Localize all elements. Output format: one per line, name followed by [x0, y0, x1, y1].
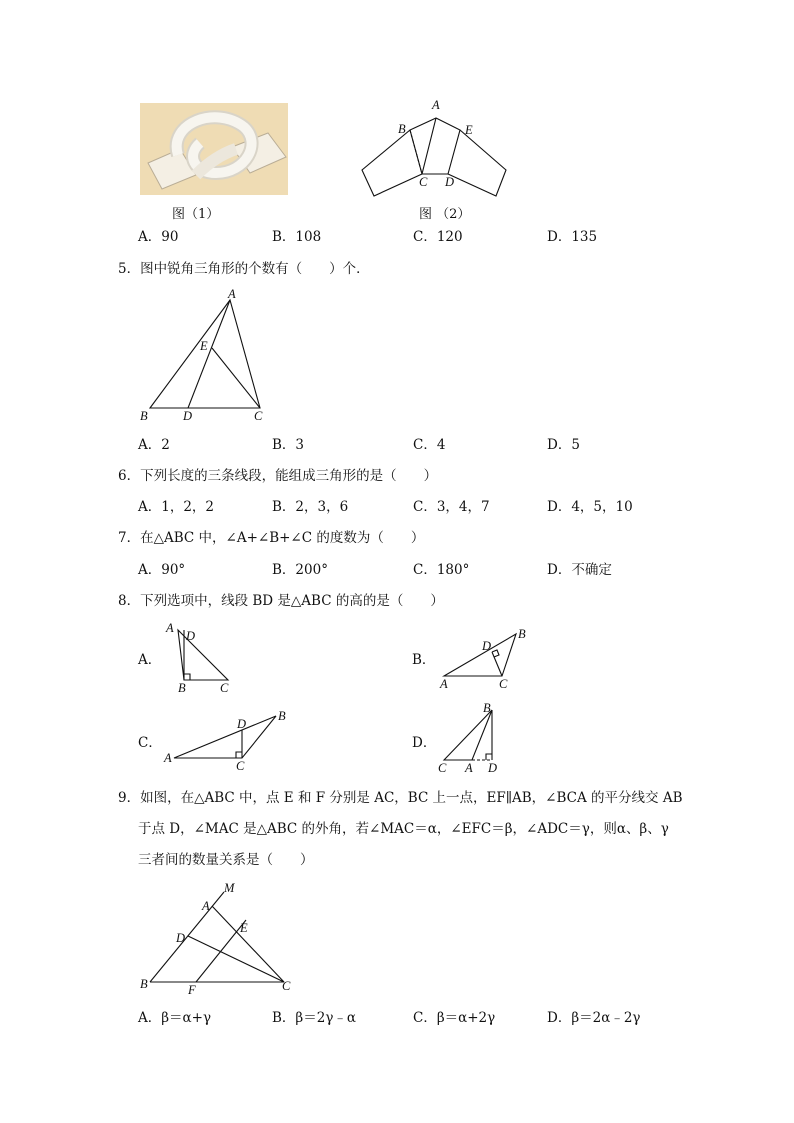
svg-text:A: A [465, 761, 473, 775]
svg-text:D: D [445, 175, 455, 189]
svg-text:C: C [254, 409, 263, 423]
q8-option-a[interactable]: A． [138, 652, 162, 668]
q9-stem-line-1: 9．如图，在△ABC 中，点 E 和 F 分别是 AC，BC 上一点，EF∥AB，∠BCA 的平分线交 AB [118, 790, 683, 806]
svg-text:A: A [228, 287, 236, 301]
svg-text:B: B [140, 409, 148, 423]
svg-text:C: C [419, 175, 428, 189]
svg-text:C: C [438, 761, 447, 775]
q6-option-b[interactable]: B．2，3，6 [272, 499, 349, 515]
svg-text:A: A [432, 98, 440, 112]
q4-option-a[interactable]: A．90 [138, 229, 179, 245]
svg-text:M: M [224, 881, 235, 895]
svg-text:D: D [183, 409, 193, 423]
fig2-caption: 图 （2） [419, 207, 471, 222]
q9-stem-line-2: 于点 D，∠MAC 是△ABC 的外角，若∠MAC＝α，∠EFC＝β，∠ADC＝γ，则α、β、γ [138, 821, 669, 837]
q4-option-d[interactable]: D．135 [547, 229, 598, 245]
fig1-caption: 图（1） [172, 207, 220, 222]
svg-text:D: D [176, 931, 186, 945]
q5-figure [136, 286, 270, 426]
q8-stem: 8．下列选项中，线段 BD 是△ABC 的高的是（ ） [118, 593, 444, 609]
svg-text:D: D [186, 629, 196, 643]
q4-option-c[interactable]: C．120 [413, 229, 463, 245]
q8-option-c[interactable]: C． [138, 735, 162, 751]
q8-option-d[interactable]: D． [412, 735, 437, 751]
q9-option-d[interactable]: D．β＝2α﹣2γ [547, 1010, 641, 1026]
svg-text:D: D [482, 639, 492, 653]
svg-text:A: A [166, 621, 174, 635]
q7-option-d[interactable]: D．不确定 [547, 562, 612, 578]
svg-text:C: C [220, 681, 229, 694]
q7-option-a[interactable]: A．90° [138, 562, 186, 578]
svg-text:B: B [398, 122, 406, 136]
svg-text:B: B [140, 977, 148, 991]
svg-text:E: E [200, 339, 208, 353]
svg-text:E: E [465, 123, 473, 137]
q9-stem-line-3: 三者间的数量关系是（ ） [138, 852, 314, 868]
svg-text:B: B [178, 681, 186, 694]
q6-option-d[interactable]: D．4，5，10 [547, 499, 633, 515]
q5-option-c[interactable]: C．4 [413, 437, 446, 453]
q5-option-a[interactable]: A．2 [138, 437, 170, 453]
q7-option-c[interactable]: C．180° [413, 562, 470, 578]
svg-text:F: F [188, 983, 196, 996]
q9-option-c[interactable]: C．β＝α+2γ [413, 1010, 496, 1026]
q6-stem: 6．下列长度的三条线段，能组成三角形的是（ ） [118, 468, 438, 484]
svg-text:A: A [440, 677, 448, 690]
q8-figure-c [160, 706, 290, 774]
q9-figure [136, 880, 296, 996]
q8-figure-b [436, 624, 536, 690]
svg-text:D: D [237, 717, 247, 731]
q7-option-b[interactable]: B．200° [272, 562, 328, 578]
svg-text:A: A [164, 751, 172, 765]
svg-text:E: E [240, 921, 248, 935]
q4-option-b[interactable]: B．108 [272, 229, 322, 245]
q9-option-b[interactable]: B．β＝2γ﹣α [272, 1010, 356, 1026]
q8-figure-d [432, 700, 512, 778]
q8-option-b[interactable]: B． [412, 652, 436, 668]
svg-text:A: A [202, 899, 210, 913]
svg-text:B: B [278, 709, 286, 723]
q4-figure-1-photo [140, 103, 288, 195]
q5-stem: 5．图中锐角三角形的个数有（ ）个． [118, 261, 370, 277]
q6-option-a[interactable]: A．1，2，2 [138, 499, 215, 515]
q5-option-b[interactable]: B．3 [272, 437, 305, 453]
q4-figure-2-pentagon [356, 96, 514, 204]
q6-option-c[interactable]: C．3，4，7 [413, 499, 490, 515]
svg-text:B: B [518, 627, 526, 641]
q7-stem: 7．在△ABC 中，∠A+∠B+∠C 的度数为（ ） [118, 530, 425, 546]
svg-text:C: C [499, 677, 508, 690]
svg-text:C: C [236, 759, 245, 773]
q5-option-d[interactable]: D．5 [547, 437, 580, 453]
q8-figure-a [160, 618, 240, 694]
svg-text:D: D [488, 761, 498, 775]
q9-option-a[interactable]: A．β＝α+γ [138, 1010, 212, 1026]
svg-text:B: B [483, 701, 491, 715]
svg-text:C: C [282, 979, 291, 993]
